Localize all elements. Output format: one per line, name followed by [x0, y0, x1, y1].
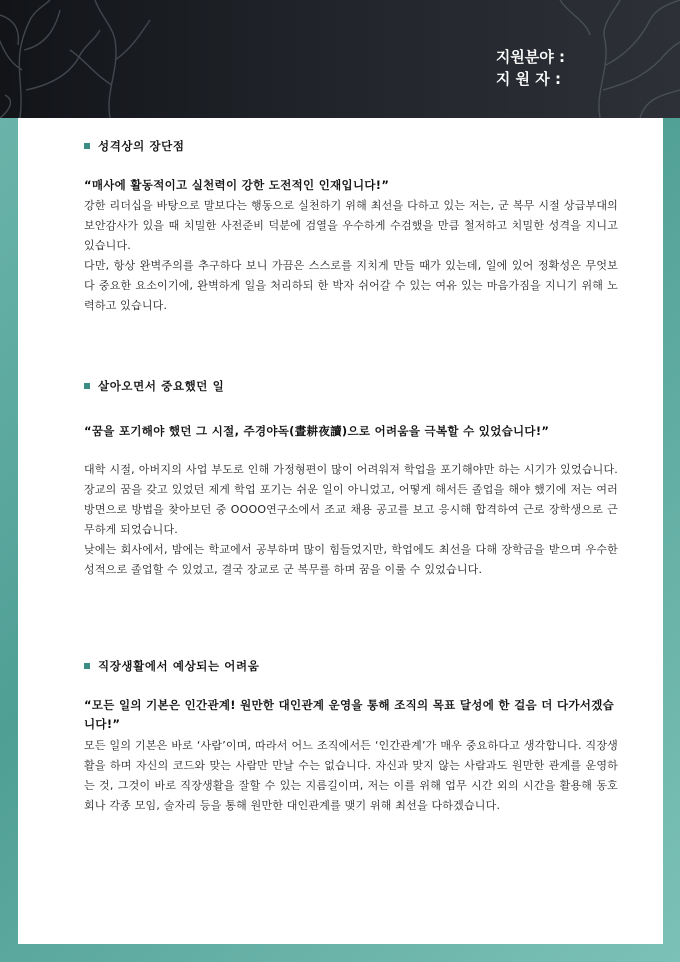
applicant-label: 지 원 자 :	[495, 70, 561, 88]
square-bullet-icon	[84, 143, 90, 149]
section-quote: “꿈을 포기해야 했던 그 시절, 주경야독(晝耕夜讀)으로 어려움을 극복할 수 있었습니다!”	[84, 424, 550, 438]
section-body	[84, 196, 618, 316]
applicant-info	[496, 46, 565, 90]
document-page	[18, 118, 663, 944]
header-banner	[0, 0, 680, 118]
field-label: 지원분야 :	[495, 48, 565, 66]
paragraph: 낮에는 회사에서, 밤에는 학교에서 공부하며 많이 힘들었지만, 학업에도 최선을 다해 장학금을 받으며 우수한 성적으로 졸업할 수 있었고, 결국 장교로 군 복무를 하며 꿈을 이룰 수 있었습니다.	[84, 543, 618, 576]
paragraph: 대학 시절, 아버지의 사업 부도로 인해 가정형편이 많이 어려워져 학업을 포기해야만 하는 시기가 있었습니다. 장교의 꿈을 갖고 있었던 제게 학업 포기는 쉬운 일이 아니었고, 어떻게 해서든 졸업을 해야 했기에 저는 여러 방면으로 방법을 찾아보던 중 OOOO연구소에서 조교 채용 공고를 보고 응시해 합격하여 근로 장학생으로 근무하게 되었습니다.	[84, 463, 618, 536]
paragraph: 모든 일의 기본은 바로 ‘사람’이며, 따라서 어느 조직에서든 ‘인간관계’가 매우 중요하다고 생각합니다. 직장생활을 하며 자신의 코드와 맞는 사람만 만날 수는 없습니다. 자신과 맞지 않는 사람과도 원만한 관계를 운영하는 것, 그것이 바로 직장생활을 잘할 수 있는 지름길이며, 저는 이를 위해 업무 시간 외의 시간을 활용해 동호회나 각종 모임, 술자리 등을 통해 원만한 대인관계를 맺기 위해 최선을 다하겠습니다.	[84, 739, 618, 812]
section-quote: “매사에 활동적이고 실천력이 강한 도전적인 인재입니다!”	[84, 178, 390, 192]
square-bullet-icon	[84, 663, 90, 669]
section-quote: “모든 일의 기본은 인간관계! 원만한 대인관계 운영을 통해 조직의 목표 달성에 한 걸음 더 다가서겠습니다!”	[84, 698, 615, 731]
square-bullet-icon	[84, 383, 90, 389]
paragraph: 강한 리더십을 바탕으로 말보다는 행동으로 실천하기 위해 최선을 다하고 있는 저는, 군 복무 시절 상급부대의 보안감사가 있을 때 치밀한 사전준비 덕분에 검열을 우수하게 수검했을 만큼 철저하고 치밀한 성격을 지니고 있습니다.	[84, 199, 618, 252]
section-body	[84, 460, 618, 580]
coral-decoration	[0, 0, 680, 118]
section-body	[84, 736, 618, 816]
section-title-expected-difficulties: 직장생활에서 예상되는 어려움	[84, 658, 259, 674]
section-title-strengths: 성격상의 장단점	[84, 138, 185, 154]
section-title-important-events: 살아오면서 중요했던 일	[84, 378, 224, 394]
paragraph: 다만, 항상 완벽주의를 추구하다 보니 가끔은 스스로를 지치게 만들 때가 있는데, 일에 있어 정확성은 무엇보다 중요한 요소이기에, 완벽하게 일을 처리하되 한 박자 쉬어갈 수 있는 여유 있는 마음가짐을 지니기 위해 노력하고 있습니다.	[84, 259, 618, 312]
